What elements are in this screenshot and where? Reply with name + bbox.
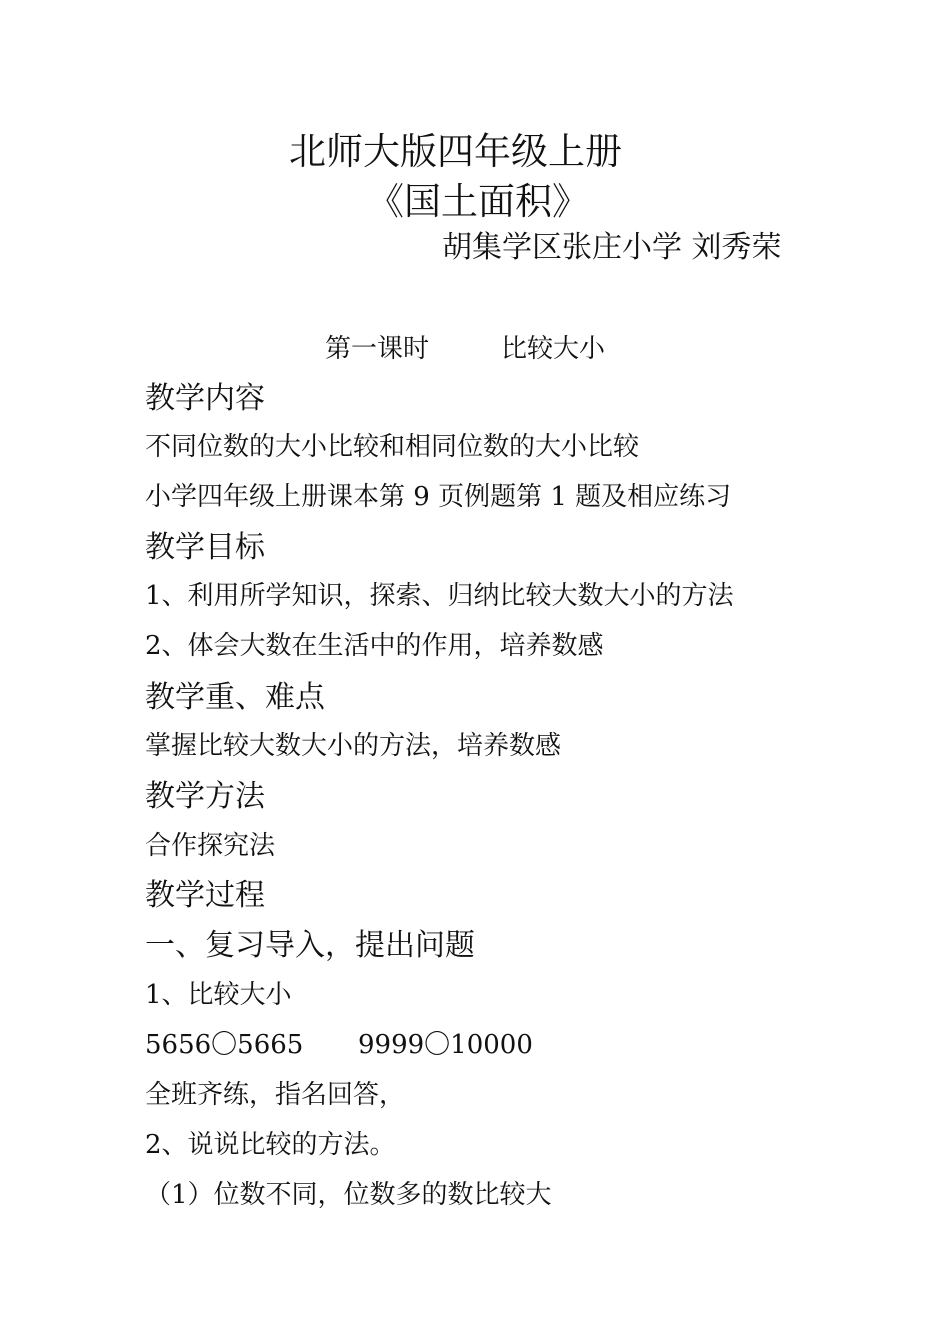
section-heading-content: 教学内容 xyxy=(145,381,265,416)
section-heading-key-points: 教学重、难点 xyxy=(145,680,325,715)
key-point-line-1: 掌握比较大数大小的方法，培养数感 xyxy=(145,731,562,761)
goal-line-1: 1、利用所学知识，探索、归纳比较大数大小的方法 xyxy=(145,581,734,611)
goal-line-2: 2、体会大数在生活中的作用，培养数感 xyxy=(145,631,604,661)
lesson-period: 第一课时 xyxy=(325,334,430,364)
step-item-2: 2、说说比较的方法。 xyxy=(145,1130,396,1160)
document-title: 北师大版四年级上册 xyxy=(289,130,622,173)
author-line: 胡集学区张庄小学 刘秀荣 xyxy=(442,230,782,265)
step-note: 全班齐练，指名回答， xyxy=(145,1080,406,1110)
section-heading-method: 教学方法 xyxy=(145,779,265,814)
comparison-b: 9999〇10000 xyxy=(358,1030,533,1060)
step-item-1: 1、比较大小 xyxy=(145,980,292,1010)
content-line-1: 不同位数的大小比较和相同位数的大小比较 xyxy=(145,432,640,462)
step-heading-1: 一、复习导入，提出问题 xyxy=(145,928,475,963)
document-subtitle: 《国土面积》 xyxy=(367,180,589,223)
content-line-2: 小学四年级上册课本第 9 页例题第 1 题及相应练习 xyxy=(145,482,732,512)
section-heading-process: 教学过程 xyxy=(145,878,265,913)
lesson-topic: 比较大小 xyxy=(501,334,606,364)
method-line-1: 合作探究法 xyxy=(145,831,276,861)
section-heading-goals: 教学目标 xyxy=(145,530,265,565)
step-subitem-1: （1）位数不同，位数多的数比较大 xyxy=(145,1180,552,1210)
comparison-a: 5656〇5665 xyxy=(145,1030,304,1060)
